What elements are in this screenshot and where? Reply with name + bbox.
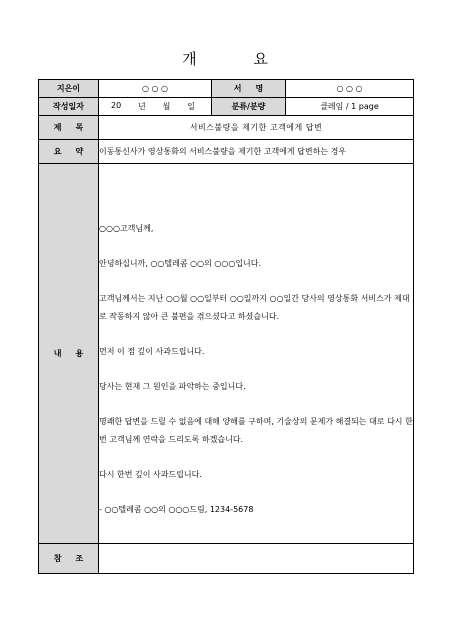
date-year-unit: 년 [138,102,146,111]
signature-value[interactable]: ○ ○ ○ [286,80,414,98]
summary-form [38,79,414,574]
summary-value[interactable]: 이동통신사가 영상통화의 서비스불량을 제기한 고객에게 답변하는 경우 [99,140,414,164]
summary-label: 요약 [39,140,99,164]
letter-paragraph-1: 고객님께서는 지난 ○○월 ○○일부터 ○○일까지 ○○일간 당사의 영상통화 서비스가 제대로 작동하지 않아 큰 불편을 겪으셨다고 하셨습니다. [99,294,410,321]
letter-apology-1: 먼저 이 점 깊이 사과드립니다. [99,347,205,356]
content-body[interactable] [99,164,414,544]
document-title: 개 요 [182,50,294,68]
category-label: 분류/분량 [212,98,286,116]
date-label: 작성일자 [39,98,99,116]
author-label: 지은이 [39,80,99,98]
category-value[interactable]: 클레임 / 1 page [286,98,414,116]
letter-signoff: - ○○텔레콤 ○○의 ○○○드림, 1234-5678 [99,505,254,514]
letter-paragraph-2: 명쾌한 답변을 드릴 수 없음에 대해 양해를 구하며, 기술상의 문제가 해결되는 대로 다시 한번 고객님께 연락을 드리도록 하겠습니다. [99,417,413,444]
reference-label: 참조 [39,544,99,574]
reference-value[interactable] [99,544,414,574]
letter-intro: 안녕하십니까, ○○텔레콤 ○○의 ○○○입니다. [99,259,262,268]
date-value[interactable] [99,98,212,116]
date-month-unit: 월 [162,102,171,111]
letter-greeting: ○○○고객님께, [99,224,154,233]
subject-label: 제목 [39,116,99,140]
author-value[interactable]: ○ ○ ○ [99,80,212,98]
date-day-unit: 일 [187,102,195,111]
letter-investigation: 당사는 현재 그 원인을 파악하는 중입니다. [99,382,246,391]
subject-value[interactable]: 서비스불량을 제기한 고객에게 답변 [99,116,414,140]
date-year: 20 [111,101,122,110]
signature-label: 서명 [212,80,286,98]
content-label: 내용 [39,164,99,544]
letter-apology-2: 다시 한번 깊이 사과드립니다. [99,470,202,479]
